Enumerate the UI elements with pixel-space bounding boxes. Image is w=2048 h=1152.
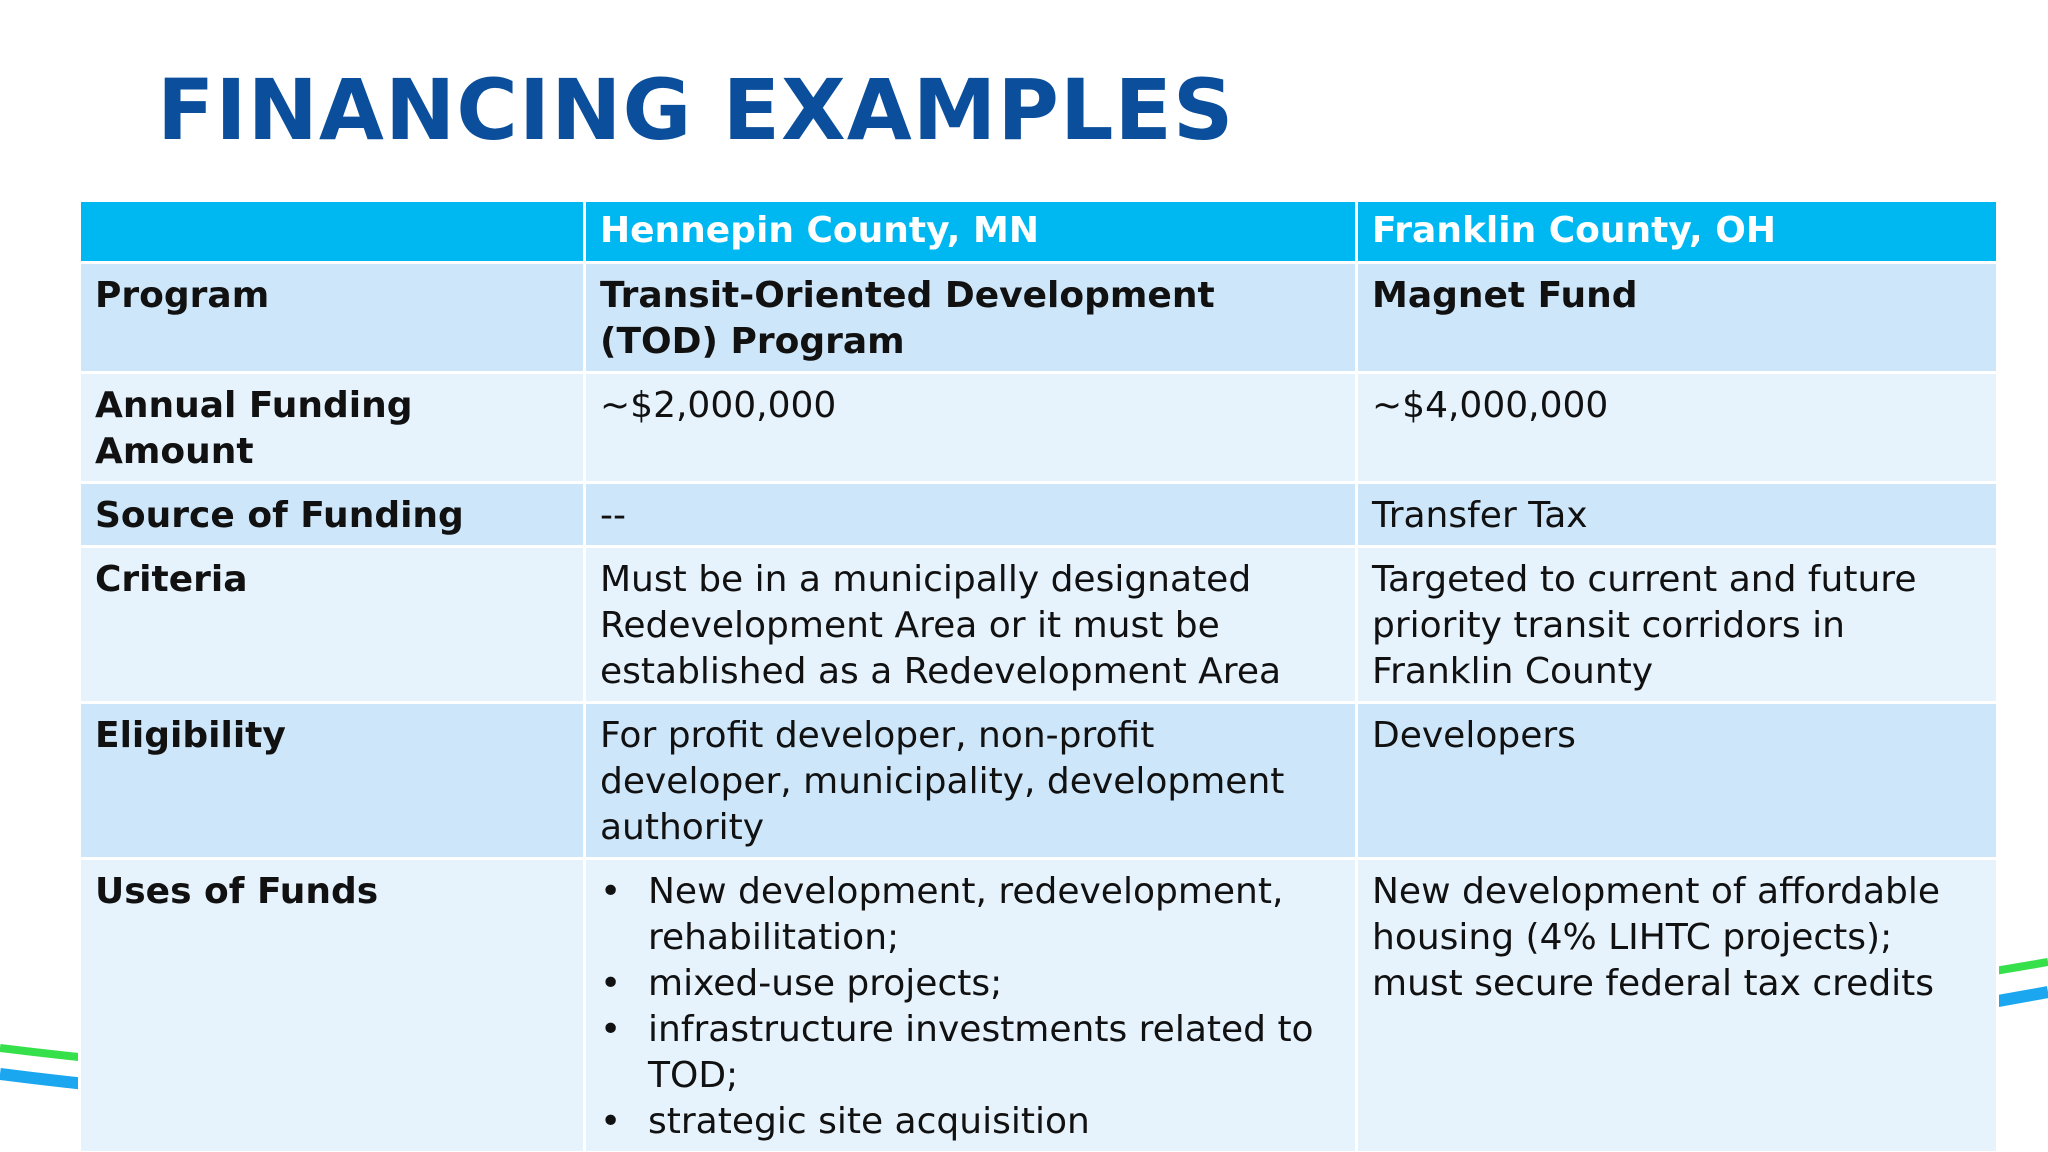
row-label-criteria: Criteria [80, 547, 585, 703]
table-row-source-funding [80, 483, 1998, 547]
source-funding-franklin: Transfer Tax [1357, 483, 1998, 547]
row-label-program: Program [80, 263, 585, 373]
table-row-eligibility [80, 703, 1998, 859]
row-label-annual-funding: Annual Funding Amount [80, 373, 585, 483]
program-hennepin: Transit-Oriented Development (TOD) Program [585, 263, 1357, 373]
uses-of-funds-hennepin [585, 859, 1357, 1152]
bullet-icon: • [600, 871, 622, 912]
source-funding-hennepin: -- [585, 483, 1357, 547]
row-label-source-funding: Source of Funding [80, 483, 585, 547]
bullet-text: infrastructure investments related to TOD; [648, 1009, 1314, 1096]
table-row-program [80, 263, 1998, 373]
eligibility-franklin: Developers [1357, 703, 1998, 859]
list-item [600, 869, 1341, 961]
page-title: FINANCING EXAMPLES [157, 61, 1235, 159]
bullet-icon: • [600, 963, 622, 1004]
uses-bullet-list [600, 869, 1341, 1145]
table-row-uses-of-funds [80, 859, 1998, 1152]
annual-funding-hennepin: ~$2,000,000 [585, 373, 1357, 483]
eligibility-hennepin: For profit developer, non-profit developer, municipality, development authority [585, 703, 1357, 859]
list-item [600, 1007, 1341, 1099]
bullet-text: strategic site acquisition [648, 1101, 1090, 1142]
table-row-annual-funding [80, 373, 1998, 483]
program-franklin: Magnet Fund [1357, 263, 1998, 373]
header-hennepin: Hennepin County, MN [585, 201, 1357, 263]
financing-table [78, 199, 1999, 1152]
criteria-franklin: Targeted to current and future priority transit corridors in Franklin County [1357, 547, 1998, 703]
list-item [600, 1099, 1341, 1145]
row-label-uses-of-funds: Uses of Funds [80, 859, 585, 1152]
bullet-text: New development, redevelopment, rehabilitation; [648, 871, 1284, 958]
bullet-icon: • [600, 1101, 622, 1142]
header-corner-cell [80, 201, 585, 263]
table-header-row [80, 201, 1998, 263]
uses-of-funds-franklin: New development of affordable housing (4% LIHTC projects); must secure federal tax credits [1357, 859, 1998, 1152]
annual-funding-franklin: ~$4,000,000 [1357, 373, 1998, 483]
list-item [600, 961, 1341, 1007]
criteria-hennepin: Must be in a municipally designated Redevelopment Area or it must be established as a Redevelopment Area [585, 547, 1357, 703]
header-franklin: Franklin County, OH [1357, 201, 1998, 263]
bullet-icon: • [600, 1009, 622, 1050]
row-label-eligibility: Eligibility [80, 703, 585, 859]
table-row-criteria [80, 547, 1998, 703]
bullet-text: mixed-use projects; [648, 963, 1003, 1004]
